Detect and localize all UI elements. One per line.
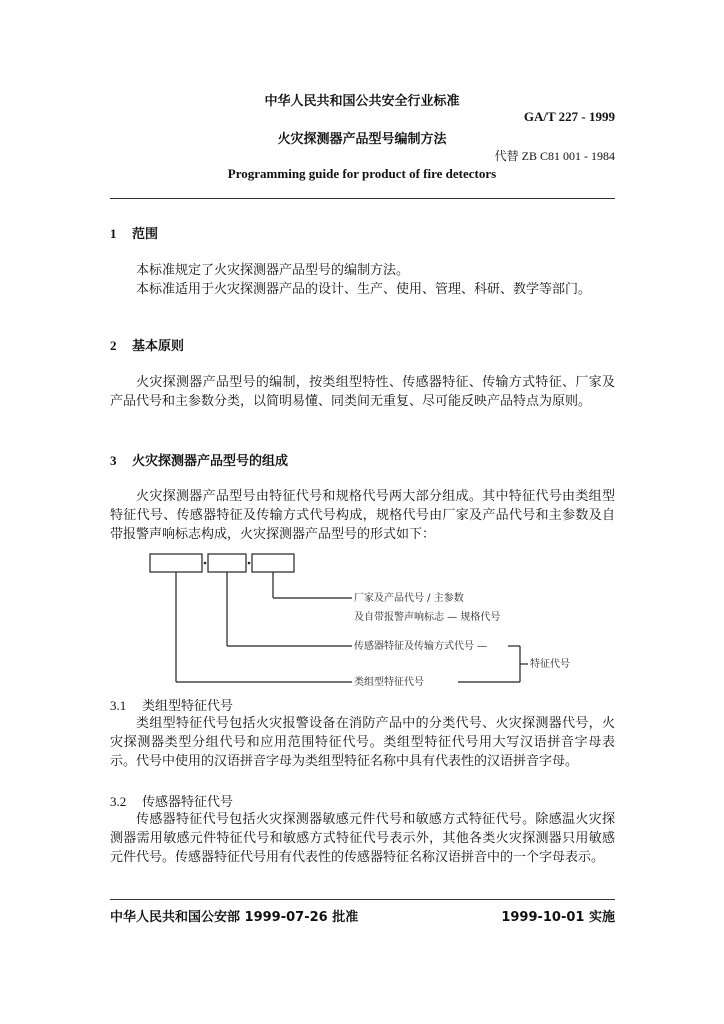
section-title: 范围	[132, 227, 159, 242]
subsection-3-2-body	[110, 810, 615, 867]
label-manufacturer-line2: 及自带报警声响标志 — 规格代号	[354, 612, 501, 623]
paragraph: 火灾探测器产品型号的编制，按类组型特性、传感器特征、传输方式特征、厂家及产品代号和主参数分类，以简明易懂、同类间无重复、尽可能反映产品特点为原则。	[110, 375, 615, 409]
section-title: 火灾探测器产品型号的组成	[132, 454, 289, 469]
section-number: 1	[110, 226, 117, 241]
sensor-code-box	[208, 554, 246, 572]
section-number: 3	[110, 453, 117, 468]
paragraph: 火灾探测器产品型号由特征代号和规格代号两大部分组成。其中特征代号由类组型特征代号、传感器特征及传输方式代号构成，规格代号由厂家及产品代号和主参数及自带报警声响标志构成，火灾探测器产品型号的形式如下：	[110, 489, 615, 542]
effective-date: 1999-10-01 实施	[501, 910, 615, 925]
label-sensor: 传感器特征及传输方式代号 —	[354, 641, 488, 652]
paragraph: 本标准适用于火灾探测器产品的设计、生产、使用、管理、科研、教学等部门。	[136, 282, 592, 297]
subsection-number: 3.1	[110, 698, 127, 713]
label-category: 类组型特征代号	[354, 677, 424, 688]
subsection-3-1-body	[110, 714, 615, 771]
footer-divider	[110, 899, 615, 900]
model-format-diagram	[140, 548, 610, 693]
issued-by: 中华人民共和国公安部 1999-07-26 批准	[110, 910, 359, 925]
replaces-note: 代替 ZB C81 001 - 1984	[494, 149, 615, 163]
label-manufacturer-line1: 厂家及产品代号 / 主参数	[354, 593, 464, 604]
paragraph: 类组型特征代号包括火灾报警设备在消防产品中的分类代号、火灾探测器代号，火灾探测器类型分组代号和应用范围特征代号。类组型特征代号用大写汉语拼音字母表示。代号中使用的汉语拼音字母为类组型特征名称中具有代表性的汉语拼音字母。	[110, 716, 615, 769]
section-title: 基本原则	[132, 339, 185, 354]
subsection-title: 传感器特征代号	[142, 795, 234, 810]
spec-code-box	[252, 554, 294, 572]
header-divider	[110, 198, 615, 199]
subsection-number: 3.2	[110, 794, 127, 809]
label-feature: 特征代号	[530, 659, 570, 670]
paragraph: 传感器特征代号包括火灾探测器敏感元件代号和敏感方式特征代号。除感温火灾探测器需用敏感元件特征代号和敏感方式特征代号表示外，其他各类火灾探测器只用敏感元件代号。传感器特征代号用有代表性的传感器特征名称汉语拼音中的一个字母表示。	[110, 812, 615, 865]
section-3-heading	[110, 450, 288, 469]
standard-type: 中华人民共和国公共安全行业标准	[264, 94, 460, 109]
standard-code: GA/T 227 - 1999	[523, 109, 615, 124]
subsection-title: 类组型特征代号	[142, 699, 234, 714]
section-1-heading	[110, 223, 158, 242]
title-cn: 火灾探测器产品型号编制方法	[277, 132, 447, 147]
subsection-3-2-heading	[110, 791, 233, 810]
subsection-3-1-heading	[110, 695, 233, 714]
section-number: 2	[110, 338, 117, 353]
section-1-body	[110, 261, 615, 299]
section-2-heading	[110, 335, 184, 354]
category-code-box	[150, 554, 202, 572]
section-3-body	[110, 487, 615, 544]
title-en: Programming guide for product of fire detectors	[227, 166, 497, 181]
section-2-body	[110, 373, 615, 411]
paragraph: 本标准规定了火灾探测器产品型号的编制方法。	[136, 263, 410, 278]
